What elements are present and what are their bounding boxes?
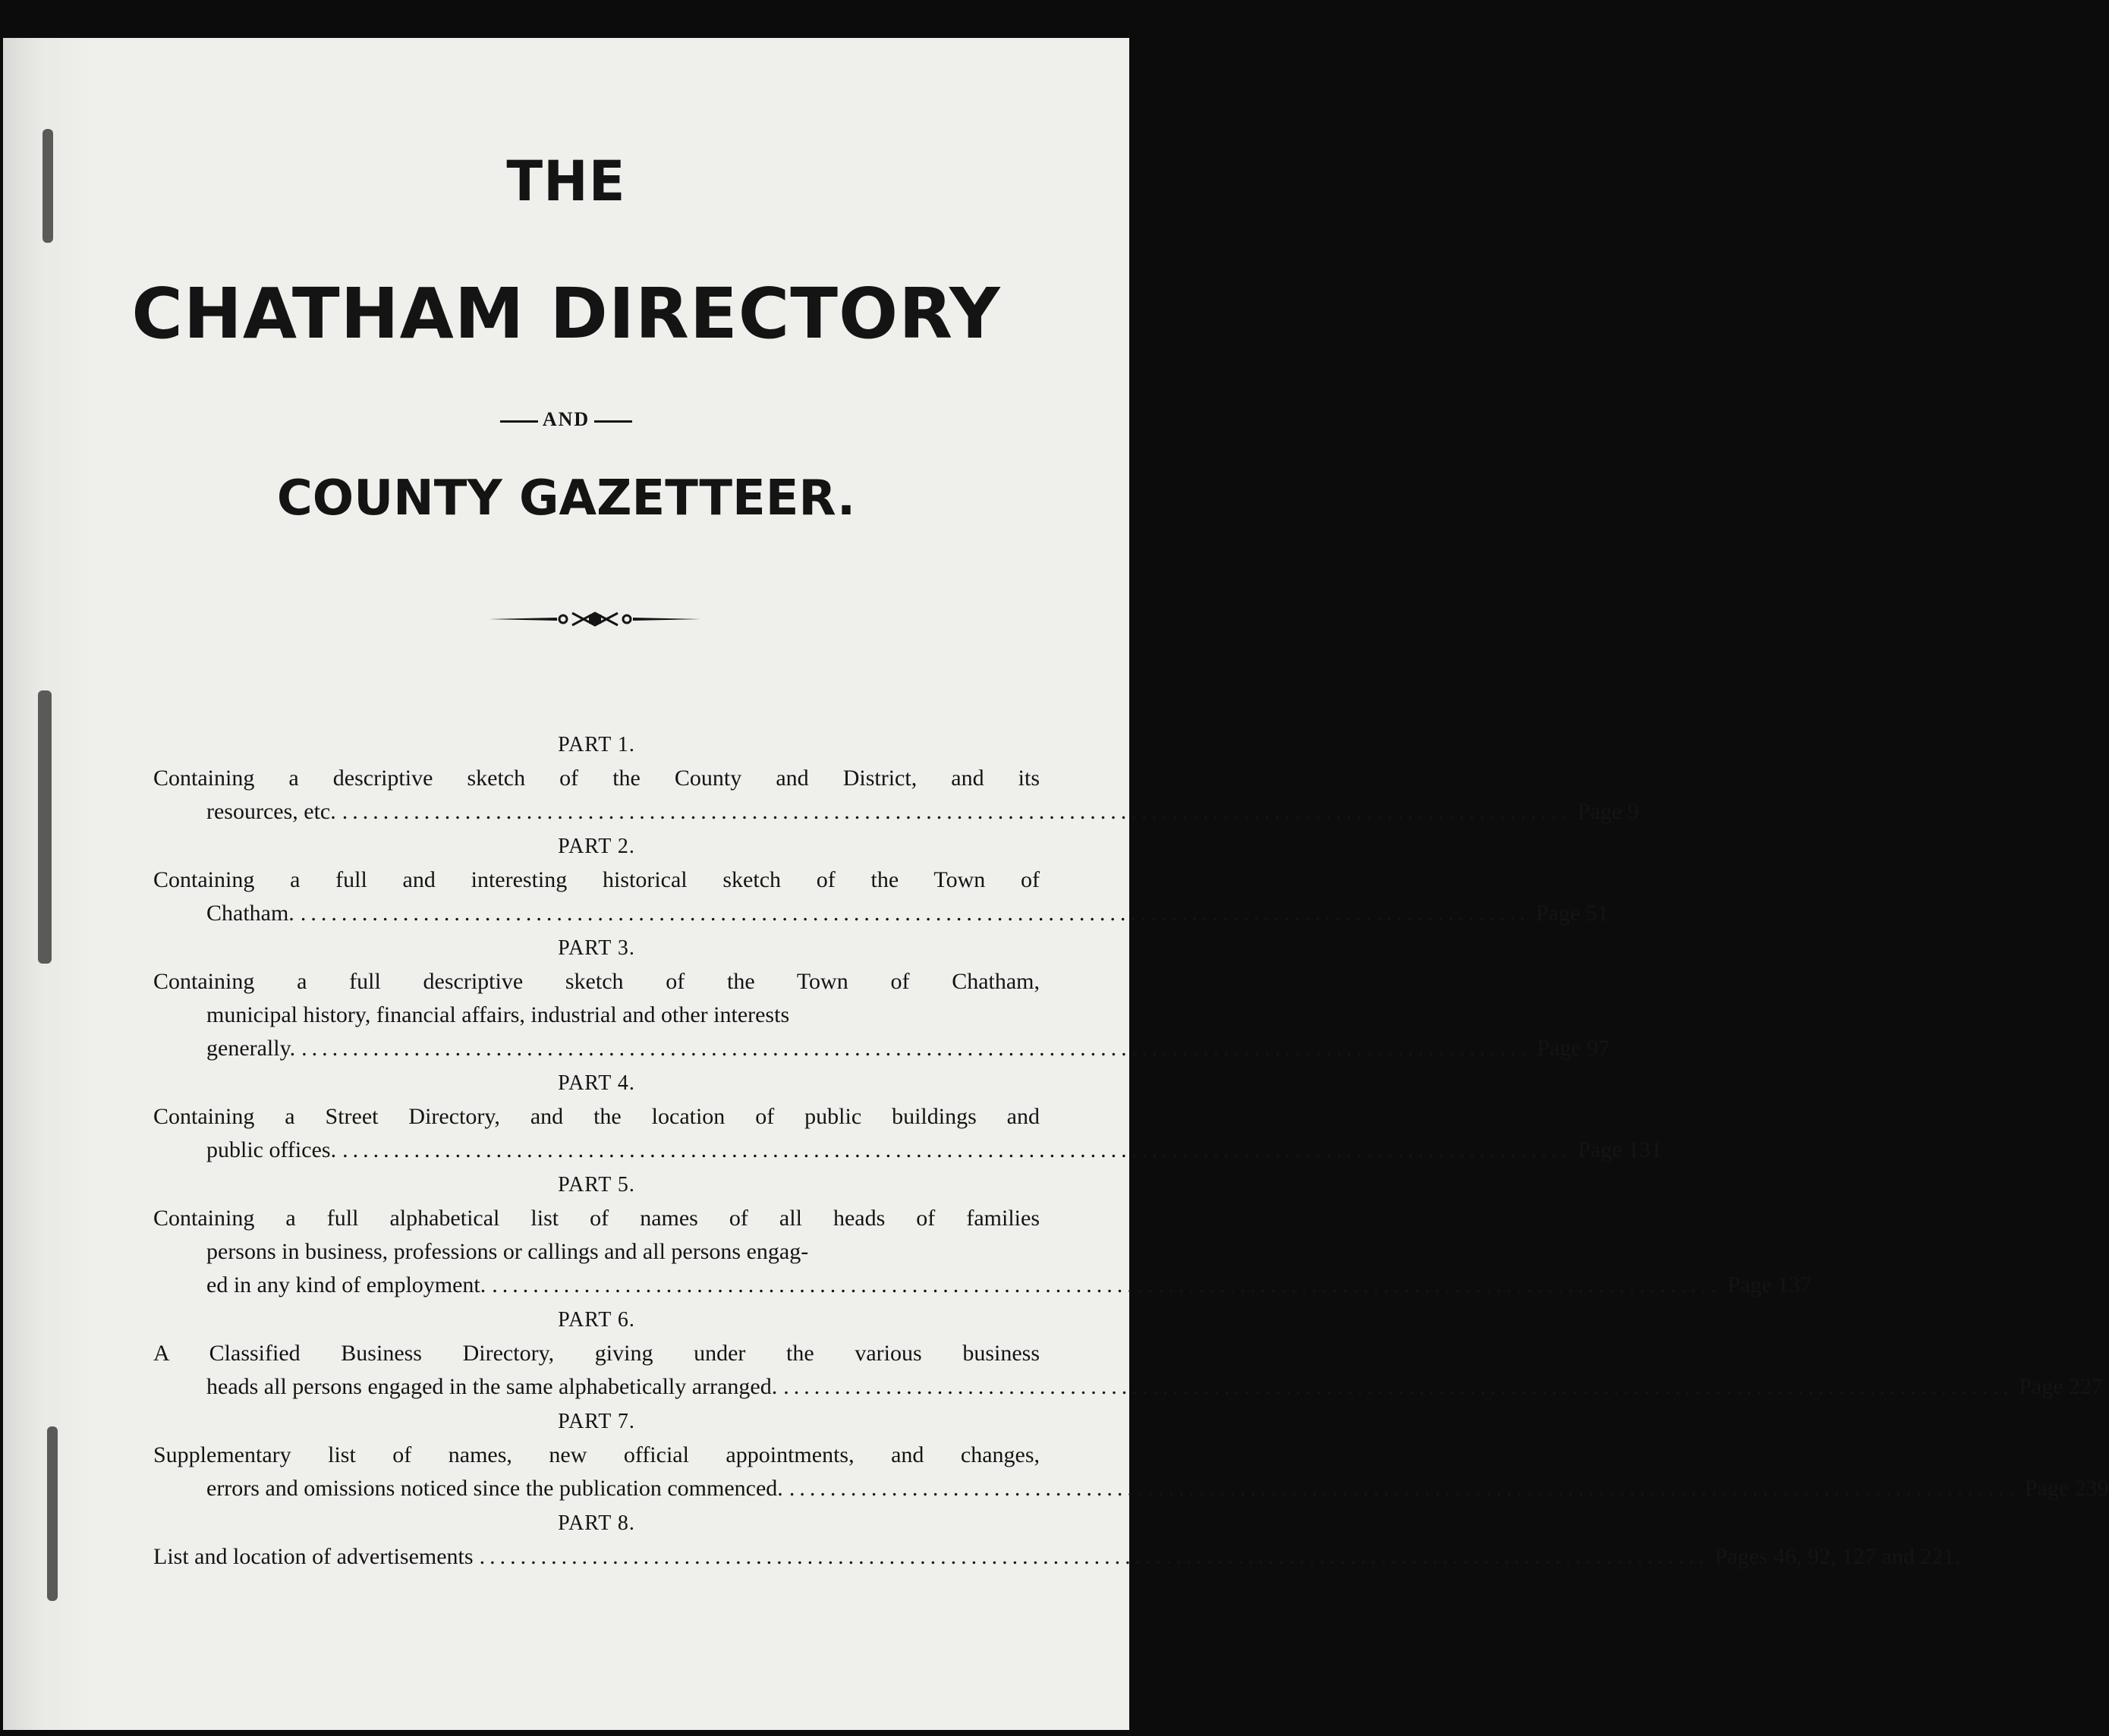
toc-entry-text: ed in any kind of employment. [206,1272,486,1297]
toc-entry [153,1439,2109,1505]
dot-leader: ........................................................................................................................ [342,1137,1572,1162]
toc-entry-text: errors and omissions noticed since the publication commenced. [206,1476,783,1501]
dot-leader: ........................................................................................................................ [492,1272,1722,1297]
dot-leader: ........................................................................................................................ [789,1476,2019,1501]
toc-entry-last-line [153,1540,1960,1574]
toc-entry-last-line [153,897,1609,930]
rule-left [500,420,538,423]
toc-page-ref: Page 137 [1727,1272,1812,1297]
toc-entry-continuation: municipal history, financial affairs, industrial and other interests [206,1002,790,1027]
toc-part-heading: PART 4. [558,1071,635,1095]
toc-entry-first-line: Containing a full and interesting historical sketch of the Town of [153,867,1040,892]
toc-part-heading: PART 8. [558,1511,635,1535]
toc-entry-last-line [153,1032,1610,1065]
toc-entry-first-line: Containing a full alphabetical list of names of all heads of families [153,1206,1040,1231]
toc-entry [153,965,1610,1065]
toc-page-ref: Page 97 [1537,1036,1610,1061]
toc-page-ref: Page 51 [1535,901,1609,926]
toc-part-heading: PART 6. [558,1308,635,1332]
toc-entry-text: public offices. [206,1137,337,1162]
dot-leader: ........................................................................................................................ [479,1544,1709,1569]
toc-entry-text: resources, etc. [206,799,336,824]
toc-entry [153,1540,1960,1574]
toc-entry-first-line: Supplementary list of names, new official appointments, and changes, [153,1442,1040,1467]
toc-entry [153,762,1639,829]
toc-entry-last-line [153,1134,1662,1167]
toc-entry-first-line: Containing a descriptive sketch of the County and District, and its [153,766,1040,791]
toc-entry [153,1202,1812,1302]
toc-entry-first-line: Containing a Street Directory, and the location of public buildings and [153,1104,1040,1129]
toc-page-ref: Page 227 [2019,1374,2104,1399]
toc-page-ref: Page 239 [2024,1476,2109,1501]
dot-leader: ........................................................................................................................ [783,1374,2013,1399]
toc-entry-text: Chatham. [206,901,294,926]
dot-leader: ........................................................................................................................ [300,901,1530,926]
toc-page-ref: Page 9 [1577,799,1639,824]
toc-part-heading: PART 7. [558,1410,635,1433]
toc-part-heading: PART 2. [558,835,635,858]
title-and-text: AND [542,408,590,430]
toc-entry-last-line [153,1472,2109,1505]
toc-entry-last-line [153,1370,2104,1404]
toc-page-ref: Pages 46, 92, 127 and 221. [1714,1544,1960,1569]
book-page [3,38,2109,1730]
title-main: CHATHAM DIRECTORY [131,273,1001,354]
toc-entry [153,863,1609,930]
rule-right [594,420,632,423]
title-and-separator [3,408,1129,431]
toc-entry-continuation: persons in business, professions or callings and all persons engag- [206,1239,809,1264]
toc-entry-first-line: Containing a full descriptive sketch of the Town of Chatham, [153,969,1040,994]
toc-entry [153,1100,1662,1167]
title-page-content [3,38,2109,1730]
title-the: THE [506,148,626,215]
toc-entry [153,1337,2104,1404]
toc-entry-text: List and location of advertisements [153,1544,474,1569]
ornament-divider [489,607,701,631]
toc-entry-last-line [153,1269,1812,1302]
toc-entry-last-line [153,795,1639,829]
toc-part-heading: PART 1. [558,733,635,756]
dot-leader: ........................................................................................................................ [301,1036,1531,1061]
toc-entry-text: heads all persons engaged in the same alphabetically arranged. [206,1374,778,1399]
table-of-contents [153,728,2109,1575]
toc-entry-text: generally. [206,1036,296,1061]
toc-part-heading: PART 5. [558,1173,635,1197]
dot-leader: ........................................................................................................................ [342,799,1572,824]
title-sub: COUNTY GAZETTEER. [276,470,856,527]
toc-entry-first-line: A Classified Business Directory, giving under the various business [153,1341,1040,1366]
toc-part-heading: PART 3. [558,936,635,960]
toc-page-ref: Page 131 [1578,1137,1662,1162]
